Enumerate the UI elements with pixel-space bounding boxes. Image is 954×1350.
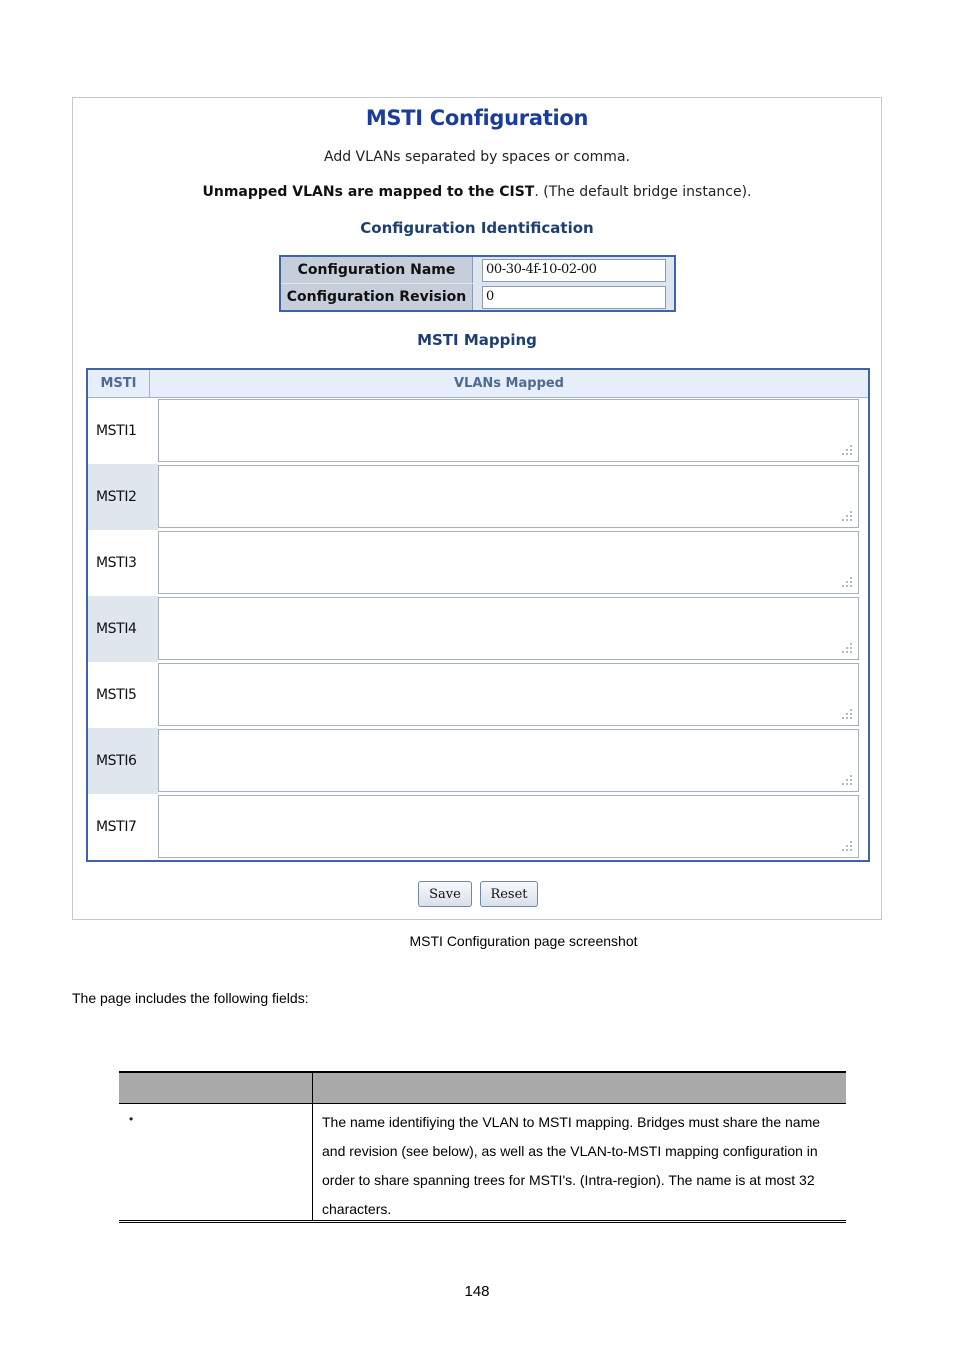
msti-label: MSTI6 (88, 728, 158, 794)
column-divider (312, 1104, 313, 1220)
msti-row (88, 728, 868, 794)
column-divider (312, 1073, 313, 1103)
cist-note-bold: Unmapped VLANs are mapped to the CIST (202, 184, 535, 200)
msti-row (88, 530, 868, 596)
mapping-header (88, 370, 868, 398)
column-header-msti: MSTI (88, 370, 150, 397)
msti-label: MSTI2 (88, 464, 158, 530)
fields-table-header (119, 1071, 846, 1104)
vlans-mapped-input[interactable] (158, 663, 859, 726)
config-revision-label: Configuration Revision (281, 284, 473, 310)
config-revision-row (281, 284, 674, 310)
msti-row (88, 662, 868, 728)
msti-label: MSTI3 (96, 555, 137, 571)
column-header-vlans-mapped: VLANs Mapped (454, 376, 564, 391)
intro-text: The page includes the following fields: (72, 990, 309, 1006)
page-title: MSTI Configuration (365, 106, 589, 130)
vlans-mapped-input[interactable] (158, 465, 859, 528)
config-name-input[interactable]: 00-30-4f-10-02-00 (482, 259, 666, 282)
msti-label: MSTI4 (88, 596, 158, 662)
page-number: 148 (464, 1283, 490, 1300)
fields-table-row (119, 1104, 846, 1223)
vlans-mapped-input[interactable] (158, 531, 859, 594)
vlans-mapped-input[interactable] (158, 597, 859, 660)
msti-mapping-table (86, 368, 870, 862)
identification-heading: Configuration Identification (360, 219, 594, 237)
msti-row (88, 596, 868, 662)
cist-note-rest: . (The default bridge instance). (534, 184, 752, 200)
config-revision-input[interactable]: 0 (482, 286, 666, 309)
msti-label: MSTI1 (96, 423, 137, 439)
mapping-heading: MSTI Mapping (417, 331, 537, 349)
vlans-mapped-input[interactable] (158, 795, 859, 858)
figure-caption: MSTI Configuration page screenshot (409, 933, 638, 949)
msti-label: MSTI7 (96, 819, 137, 835)
vlans-mapped-input[interactable] (158, 399, 859, 462)
vlans-mapped-input[interactable] (158, 729, 859, 792)
msti-row (88, 398, 868, 464)
screenshot-frame (72, 97, 882, 920)
config-name-label: Configuration Name (281, 257, 473, 283)
msti-row (88, 464, 868, 530)
msti-row (88, 794, 868, 860)
bullet-icon: • (129, 1112, 134, 1126)
save-button[interactable]: Save (418, 881, 472, 907)
help-note: Add VLANs separated by spaces or comma. (324, 149, 630, 165)
cist-note (73, 184, 881, 200)
reset-button[interactable]: Reset (480, 881, 538, 907)
config-name-row (281, 257, 674, 283)
field-description: The name identifiying the VLAN to MSTI mapping. Bridges must share the name and revision (see below), as well as the VLAN-to-MSTI mapping configuration in order to share spanning trees for MSTI's. (Intra-region). The name is at most 32 characters. (322, 1114, 821, 1217)
identification-table (279, 255, 676, 312)
msti-label: MSTI5 (96, 687, 137, 703)
